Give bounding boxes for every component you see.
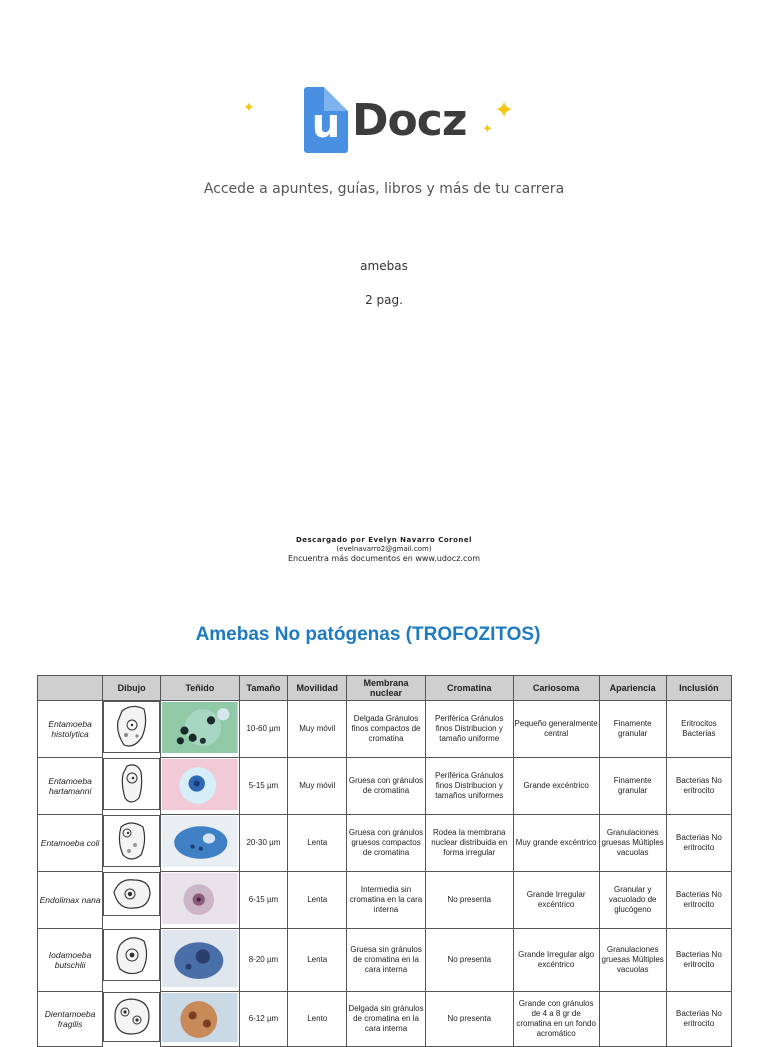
table-row — [38, 929, 732, 992]
motility-value: Lenta — [288, 815, 347, 872]
species-name: Entamoeba hartamanni — [38, 758, 103, 815]
motility-value: Lento — [288, 992, 347, 1047]
karyosome-value: Pequeño generalmente central — [513, 701, 599, 758]
species-name: Dientamoeba fragilis — [38, 992, 103, 1047]
chromatin-value: No presenta — [425, 929, 513, 992]
drawing-cell — [103, 815, 160, 867]
appearance-value — [599, 992, 666, 1047]
size-value: 20-30 µm — [239, 815, 288, 872]
sparkle-icon: ✦ — [243, 100, 255, 116]
karyosome-value: Grande con gránulos de 4 a 8 gr de cromatina en un fondo acromático — [513, 992, 599, 1047]
drawing-cell — [103, 758, 160, 810]
inclusion-value: Eritrocitos Bacterias — [666, 701, 731, 758]
stained-sample-image — [162, 759, 238, 810]
amoeba-drawing-icon — [112, 931, 152, 979]
column-header: Teñido — [161, 676, 240, 701]
appearance-value: Finamente granular — [599, 758, 666, 815]
column-header: Movilidad — [288, 676, 347, 701]
karyosome-value: Grande Irregular algo excéntrico — [513, 929, 599, 992]
page-count: 2 pag. — [365, 293, 403, 307]
drawing-cell — [103, 929, 160, 981]
column-header: Dibujo — [103, 676, 161, 701]
stain-image-cell — [161, 701, 240, 758]
stained-sample-image — [162, 702, 238, 753]
motility-value: Muy móvil — [288, 758, 347, 815]
motility-value: Lenta — [288, 872, 347, 929]
amoeba-drawing-icon — [109, 994, 155, 1040]
column-header: Cromatina — [425, 676, 513, 701]
drawing-cell — [103, 701, 160, 753]
table-header-row — [38, 676, 732, 701]
downloaded-by: Descargado por Evelyn Navarro Coronel — [295, 536, 473, 544]
stain-image-cell — [161, 929, 240, 992]
karyosome-value: Grande Irregular excéntrico — [513, 872, 599, 929]
drawing-cell — [103, 872, 160, 916]
chromatin-value: No presenta — [425, 992, 513, 1047]
page-title: Amebas No patógenas (TROFOZITOS) — [195, 624, 541, 645]
membrane-value: Intermedia sin cromatina en la cara interna — [347, 872, 426, 929]
table-row — [38, 815, 732, 872]
chromatin-value: No presenta — [425, 872, 513, 929]
column-header: Inclusión — [666, 676, 731, 701]
inclusion-value: Bacterias No eritrocito — [666, 758, 731, 815]
membrane-value: Gruesa con gránulos de cromatina — [347, 758, 426, 815]
inclusion-value: Bacterias No eritrocito — [666, 872, 731, 929]
logo-letter: u — [311, 101, 341, 147]
appearance-value: Granular y vacuolado de glucógeno — [599, 872, 666, 929]
size-value: 8-20 µm — [239, 929, 288, 992]
tagline: Accede a apuntes, guías, libros y más de tu carrera — [203, 181, 565, 197]
membrane-value: Delgada sin gránulos de cromatina en la cara interna — [347, 992, 426, 1047]
karyosome-value: Grande excéntrico — [513, 758, 599, 815]
stained-sample-image — [162, 816, 238, 867]
membrane-value: Gruesa sin gránulos de cromatina en la cara interna — [347, 929, 426, 992]
stain-image-cell — [161, 758, 240, 815]
table-row — [38, 992, 732, 1047]
table-row — [38, 758, 732, 815]
membrane-value: Delgada Gránulos finos compactos de cromatina — [347, 701, 426, 758]
appearance-value: Finamente granular — [599, 701, 666, 758]
download-notice — [0, 536, 768, 563]
amoeba-drawing-icon — [117, 760, 147, 808]
table-row — [38, 701, 732, 758]
size-value: 10-60 µm — [239, 701, 288, 758]
table-row — [38, 872, 732, 929]
motility-value: Lenta — [288, 929, 347, 992]
column-header — [38, 676, 103, 701]
column-header: Membrana nuclear — [347, 676, 426, 701]
size-value: 6-12 µm — [239, 992, 288, 1047]
appearance-value: Granulaciones gruesas Múltiples vacuolas — [599, 815, 666, 872]
motility-value: Muy móvil — [288, 701, 347, 758]
stain-image-cell — [161, 815, 240, 872]
species-name: Endolimax nana — [38, 872, 103, 929]
karyosome-value: Muy grande excéntrico — [513, 815, 599, 872]
inclusion-value: Bacterias No eritrocito — [666, 992, 731, 1047]
stain-image-cell — [161, 872, 240, 929]
logo-wordmark: Docz — [352, 95, 467, 146]
species-name: Entamoeba coli — [38, 815, 103, 872]
column-header: Cariosoma — [513, 676, 599, 701]
appearance-value: Granulaciones gruesas Múltiples vacuolas — [599, 929, 666, 992]
amoeba-table — [37, 675, 732, 1047]
more-documents-link[interactable]: Encuentra más documentos en www.udocz.com — [287, 554, 481, 563]
amoeba-drawing-icon — [114, 703, 150, 751]
species-name: Iodamoeba butschlii — [38, 929, 103, 992]
size-value: 6-15 µm — [239, 872, 288, 929]
size-value: 5-15 µm — [239, 758, 288, 815]
stained-sample-image — [162, 930, 238, 987]
drawing-cell — [103, 992, 160, 1042]
sparkle-icon: ✦ — [494, 96, 515, 124]
species-name: Entamoeba histolytica — [38, 701, 103, 758]
stain-image-cell — [161, 992, 240, 1047]
sparkle-icon: ✦ — [482, 122, 493, 137]
stained-sample-image — [162, 873, 238, 924]
column-header: Tamaño — [239, 676, 288, 701]
inclusion-value: Bacterias No eritrocito — [666, 815, 731, 872]
membrane-value: Gruesa con gránulos gruesos compactos de cromatina — [347, 815, 426, 872]
chromatin-value: Rodea la membrana nuclear distribuida en forma irregular — [425, 815, 513, 872]
amoeba-drawing-icon — [110, 874, 154, 914]
inclusion-value: Bacterias No eritrocito — [666, 929, 731, 992]
chromatin-value: Periférica Gránulos finos Distribucion y tamaño uniforme — [425, 701, 513, 758]
stained-sample-image — [162, 993, 238, 1042]
document-name: amebas — [360, 259, 408, 273]
downloader-email: (evelnavarro2@gmail.com) — [336, 545, 432, 553]
udocz-logo — [300, 85, 470, 157]
chromatin-value: Periférica Gránulos finos Distribucion y tamaños uniformes — [425, 758, 513, 815]
amoeba-drawing-icon — [115, 817, 149, 865]
column-header: Apariencia — [599, 676, 666, 701]
